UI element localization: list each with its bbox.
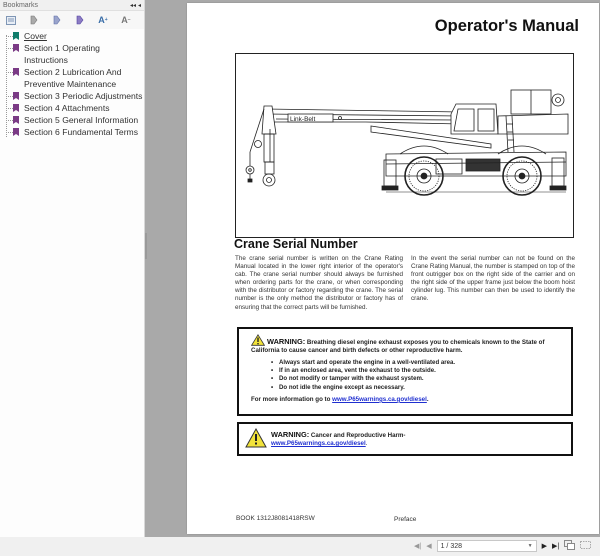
bookmarks-panel: [0, 0, 145, 537]
more-info-text: For more information go to: [251, 395, 331, 403]
previous-page-button[interactable]: ◀: [426, 543, 432, 550]
bookmark-label: Section 5 General Information: [24, 115, 139, 125]
link-suffix: .: [365, 440, 368, 447]
collapse-bookmark-icon[interactable]: [52, 15, 62, 25]
increase-font-icon[interactable]: A +: [98, 15, 108, 25]
crane-illustration: [235, 53, 574, 238]
warning-text: Breathing diesel engine exhaust exposes you to chemicals known to the State of California to cause cancer and birth defects or other reproductive harm.: [251, 339, 545, 354]
p65-warnings-link[interactable]: www.P65warnings.ca.gov/diesel: [332, 395, 427, 403]
bookmarks-toolbar: [0, 11, 144, 29]
bookmark-label: Section 1 Operating Instructions: [24, 43, 100, 65]
bookmark-section-6[interactable]: [6, 126, 144, 138]
link-suffix: .: [426, 395, 429, 403]
bookmark-label: Section 3 Periodic Adjustments: [24, 91, 143, 101]
crane-drawing: [236, 54, 572, 236]
document-viewport[interactable]: [145, 0, 600, 537]
warning-label: WARNING:: [267, 337, 306, 346]
bookmark-tree: [0, 29, 144, 138]
bookmark-label: Cover: [24, 31, 47, 41]
last-page-button[interactable]: ▶|: [551, 543, 560, 550]
warning-triangle-icon: [245, 428, 267, 448]
bookmark-label: Section 4 Attachments: [24, 103, 110, 113]
warning-text: Cancer and Reproductive Harm-: [310, 432, 406, 439]
add-bookmark-icon[interactable]: [75, 15, 85, 25]
warning-intro: [251, 334, 561, 355]
tree-connector: [6, 36, 13, 37]
bookmark-section-4[interactable]: [6, 102, 144, 114]
paragraph-right: In the event the serial number can not be found on the Crane Rating Manual, the number is stamped on top of the front outrigger box on the right side of the carrier and on the right side of the upper frame just below the boom hoist cylinder lug. This number can then be used to identify the crane.: [411, 255, 575, 303]
fit-page-icon[interactable]: [564, 540, 575, 552]
page-number-input[interactable]: [437, 540, 537, 552]
first-page-button[interactable]: ◀|: [414, 543, 422, 550]
bookmark-flag-icon: [13, 128, 19, 136]
bookmark-flag-icon: [13, 68, 19, 76]
bookmark-flag-icon: [13, 104, 19, 112]
bookmark-flag-icon: [13, 44, 19, 52]
tree-connector: [6, 132, 13, 133]
page-navigation-bar: [0, 537, 600, 556]
collapse-panel-icon[interactable]: ◂◂: [129, 2, 136, 9]
bookmark-section-5[interactable]: [6, 114, 144, 126]
book-number: BOOK 1312J8081418RSW: [236, 515, 315, 522]
warning-bullet: • If in an enclosed area, vent the exhaust to the outside.: [271, 367, 561, 375]
expand-bookmark-icon[interactable]: [29, 15, 39, 25]
p65-warnings-link[interactable]: www.P65warnings.ca.gov/diesel: [271, 440, 366, 447]
section-heading: Crane Serial Number: [234, 237, 358, 251]
tree-connector: [6, 120, 13, 121]
bookmarks-panel-header: [0, 0, 144, 11]
pdf-page: [187, 3, 599, 534]
bookmarks-panel-title: Bookmarks: [3, 1, 39, 9]
bookmark-flag-icon: [13, 32, 19, 40]
hide-panel-icon[interactable]: ◂: [137, 2, 141, 9]
bookmark-label: Section 2 Lubrication And Preventive Maintenance: [24, 67, 122, 89]
tree-connector: [6, 108, 13, 109]
cancer-warning-box: [237, 422, 573, 456]
bookmark-section-1[interactable]: [6, 42, 144, 66]
page-display: 1 / 328: [440, 542, 463, 550]
warning-triangle-icon: [251, 334, 265, 346]
bookmark-cover[interactable]: [6, 30, 144, 42]
chevron-down-icon[interactable]: ▼: [527, 543, 533, 549]
more-info-line: [251, 396, 561, 404]
warning-bullet: • Do not modify or tamper with the exhaust system.: [271, 375, 561, 383]
bookmark-flag-icon: [13, 92, 19, 100]
bookmark-flag-icon: [13, 116, 19, 124]
warning-body: [271, 431, 405, 448]
paragraph-left: The crane serial number is written on the Crane Rating Manual located in the lower right interior of the operator's cab. The crane serial number should always be furnished when ordering parts for the crane, or when corresponding with the distributor or factory regarding the crane. The serial number is the only method the distributor or factory has of ensuring that the correct parts will be furnished.: [235, 255, 403, 311]
tree-connector: [6, 72, 13, 73]
footer-section: Preface: [394, 516, 417, 523]
warning-bullet-list: [271, 359, 561, 392]
fit-width-icon[interactable]: [580, 540, 591, 552]
options-menu-icon[interactable]: [6, 15, 16, 25]
panel-resize-handle[interactable]: [145, 233, 147, 259]
bookmark-section-3[interactable]: [6, 90, 144, 102]
bookmark-label: Section 6 Fundamental Terms: [24, 127, 139, 137]
document-title: Operator's Manual: [434, 17, 579, 35]
decrease-font-icon[interactable]: A −: [121, 15, 131, 25]
next-page-button[interactable]: ▶: [541, 543, 547, 550]
warning-label: WARNING:: [271, 430, 310, 439]
diesel-exhaust-warning-box: [237, 327, 573, 416]
tree-connector: [6, 48, 13, 49]
svg-text:Link-Belt: Link-Belt: [290, 116, 316, 123]
bookmark-section-2[interactable]: [6, 66, 144, 90]
warning-bullet: • Always start and operate the engine in a well-ventilated area.: [271, 359, 561, 367]
warning-bullet: • Do not idle the engine except as necessary.: [271, 384, 561, 392]
tree-connector: [6, 96, 13, 97]
